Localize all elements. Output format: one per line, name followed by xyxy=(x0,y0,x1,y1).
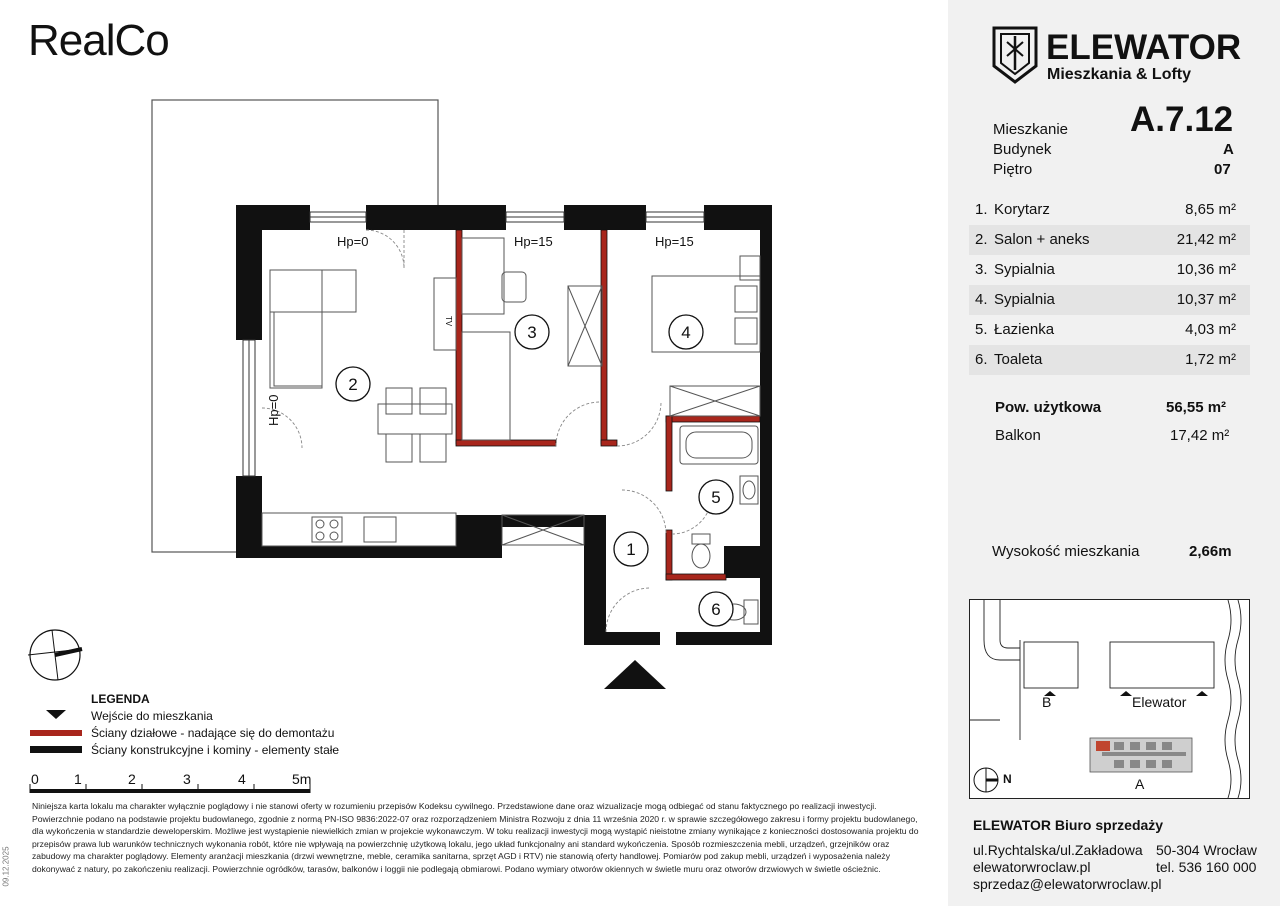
usable-area-label: Pow. użytkowa xyxy=(995,399,1102,416)
legend-structural-swatch xyxy=(30,746,82,753)
usable-area-value: 56,55 m² xyxy=(1166,399,1227,416)
site-building-elewator: Elewator xyxy=(1132,694,1187,710)
room-row: 3. Sypialnia 10,36 m² xyxy=(975,261,1236,278)
room-row: 6. Toaleta 1,72 m² xyxy=(969,345,1250,375)
room-number-5: 5 xyxy=(711,488,721,507)
site-north: N xyxy=(1003,772,1012,786)
scale-tick-2: 2 xyxy=(128,771,136,787)
room-list xyxy=(969,195,1250,375)
building-value: A xyxy=(1223,141,1234,158)
hp-label-window-1: Hp=0 xyxy=(337,234,369,249)
scale-tick-0: 0 xyxy=(31,771,39,787)
room-number-2: 2 xyxy=(348,375,358,394)
disclaimer: Niniejsza karta lokalu ma charakter wyłącznie poglądowy i nie stanowi oferty w rozumieniu przepisów Kodeksu cywilnego. Przedstawione dane oraz wizualizacje mogą odbiegać od stanu faktycznego po realizacji inwestycji. Powierzchnie podano na podstawie projektu budowlanego, zgodnie z normą PN-ISO 9836:2022-07 oraz rozporządzeniem Ministra Rozwoju z dnia 11 września 2020 r. w sprawie szczegółowego zakresu i formy projektu budowlanego, dla wykończenia w standardzie deweloperskim. Możliwe jest wystąpienie niewielkich zmian w projekcie wykonawczym. W toku realizacji inwestycji mogą wystąpić nieistotne zmiany wynikające z konieczności dostosowania projektu do przepisów prawa lub warunków technicznych wykonania robót, które nie wpływają na powierzchnię użytkową lokalu, jego układ funkcjonalny ani standard wykończenia. Sposób rozmieszczenia mebli, urządzeń, grzejników oraz zabudowy ma charakter poglądowy. Elementy aranżacji mieszkania (drzwi wewnętrzne, meble, ceramika sanitarna, sprzęt AGD i RTV) nie stanowią oferty handlowej. Pomiarów pod zakup mebli, urządzeń i wyposażenia należy dokonywać z natury, po zakończeniu realizacji. Powierzchnie ogródków, tarasów, balkonów i loggii nie podlegają obmiarowi. Podano wymiary otworów okiennych w świetle muru oraz otworów drzwiowych w świetle ościeżnic. xyxy=(32,801,919,874)
room-number-4: 4 xyxy=(681,323,691,342)
realco-brand: RealCo xyxy=(28,16,169,65)
logo-subtitle: Mieszkania & Lofty xyxy=(1047,66,1192,83)
site-building-b: B xyxy=(1042,694,1052,710)
sales-city: 50-304 Wrocław xyxy=(1156,842,1257,858)
entrance-marker xyxy=(604,660,666,689)
balcony-value: 17,42 m² xyxy=(1170,427,1230,444)
label-building: Budynek xyxy=(993,141,1052,158)
site-building-a: A xyxy=(1135,776,1145,792)
sales-email-link[interactable]: sprzedaz@elewatorwroclaw.pl xyxy=(973,876,1162,892)
site-map xyxy=(969,599,1250,799)
sales-web-link[interactable]: elewatorwroclaw.pl xyxy=(973,859,1091,875)
hp-label-window-3: Hp=15 xyxy=(655,234,694,249)
hp-label-window-4: Hp=0 xyxy=(266,394,281,426)
room-row: 1. Korytarz 8,65 m² xyxy=(975,201,1236,218)
compass xyxy=(28,630,82,680)
legend-entrance-symbol xyxy=(46,710,66,719)
sales-title: ELEWATOR Biuro sprzedaży xyxy=(973,817,1164,833)
room-row: 4. Sypialnia 10,37 m² xyxy=(969,285,1250,315)
legend-demolish-swatch xyxy=(30,730,82,736)
legend-entrance: Wejście do mieszkania xyxy=(91,709,213,723)
room-row: 5. Łazienka 4,03 m² xyxy=(975,321,1236,338)
sales-street: ul.Rychtalska/ul.Zakładowa xyxy=(973,842,1143,858)
room-row: 2. Salon + aneks 21,42 m² xyxy=(969,225,1250,255)
label-apartment: Mieszkanie xyxy=(993,121,1069,138)
height-label: Wysokość mieszkania xyxy=(992,543,1140,560)
scale-tick-1: 1 xyxy=(74,771,82,787)
scale-tick-5: 5m xyxy=(292,771,312,787)
sales-phone[interactable]: tel. 536 160 000 xyxy=(1156,859,1257,875)
legend-title: LEGENDA xyxy=(91,692,150,706)
room-number-6: 6 xyxy=(711,600,721,619)
elewator-logo-icon xyxy=(992,26,1038,84)
scale-bar xyxy=(30,784,310,793)
scale-tick-4: 4 xyxy=(238,771,246,787)
logo-title: ELEWATOR xyxy=(1046,28,1242,67)
legend-structural: Ściany konstrukcyjne i kominy - elementy stałe xyxy=(91,743,340,757)
room-number-1: 1 xyxy=(626,540,636,559)
hp-label-window-2: Hp=15 xyxy=(514,234,553,249)
date-stamp: 09.12.2025 xyxy=(1,846,11,887)
balcony-label: Balkon xyxy=(995,427,1041,444)
apartment-number: A.7.12 xyxy=(1130,100,1234,139)
height-value: 2,66m xyxy=(1189,543,1232,560)
tv-label: TV xyxy=(444,316,453,327)
site-map-drawing xyxy=(970,600,1249,798)
room-number-3: 3 xyxy=(527,323,537,342)
legend-demolish: Ściany działowe - nadające się do demontażu xyxy=(91,726,335,740)
scale-tick-3: 3 xyxy=(183,771,191,787)
floor-value: 07 xyxy=(1214,161,1231,178)
label-floor: Piętro xyxy=(993,161,1033,178)
